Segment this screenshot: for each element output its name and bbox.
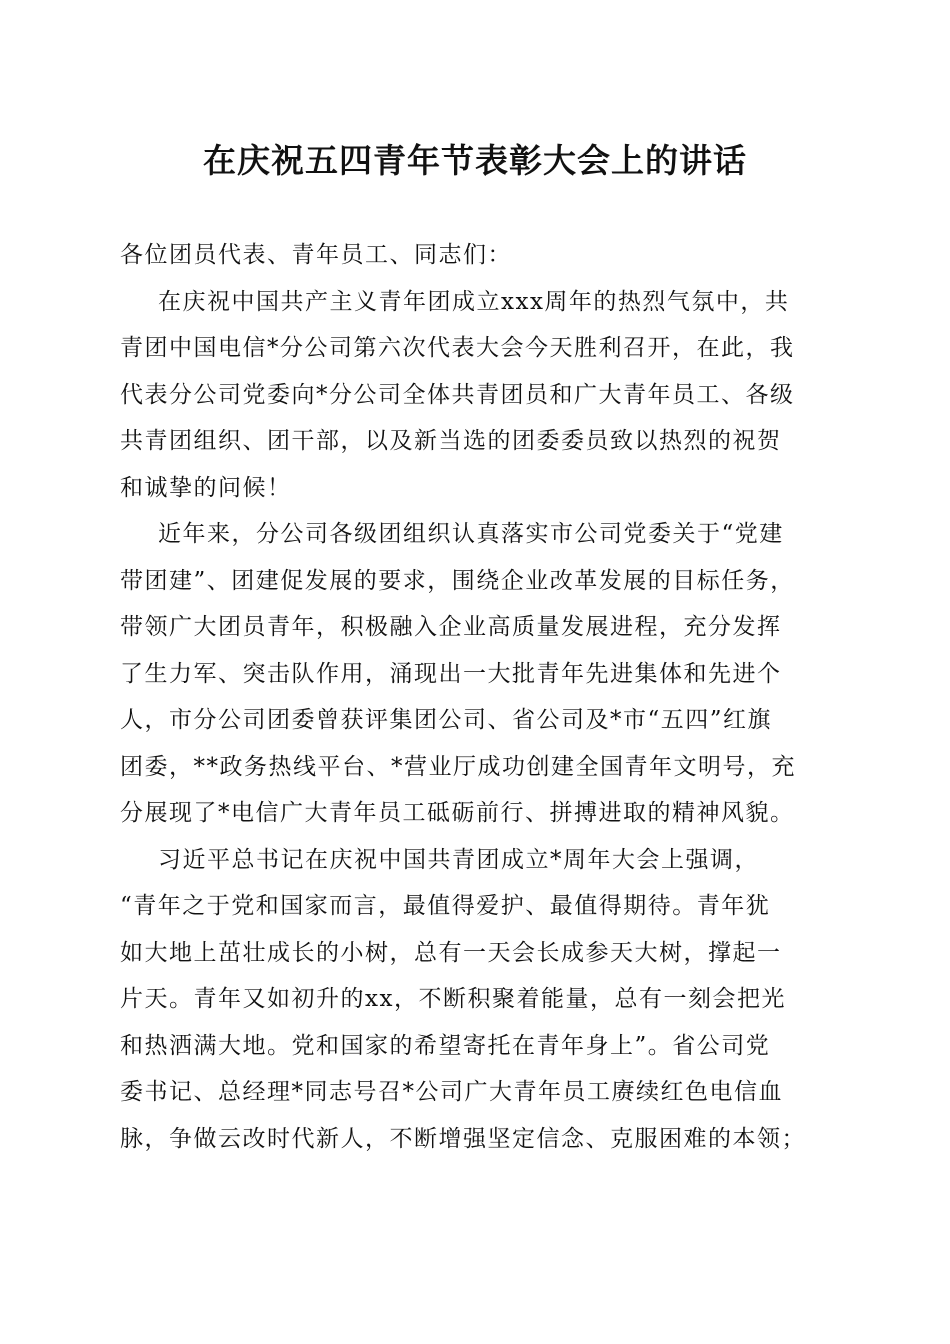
paragraph-line: 带领广大团员青年，积极融入企业高质量发展进程，充分发挥 [120,614,782,640]
paragraph-line: 和热洒满大地。党和国家的希望寄托在青年身上”。省公司党 [120,1032,771,1059]
paragraph-3 [120,837,832,1163]
paragraph-line: 分展现了*电信广大青年员工砥砺前行、拼搏进取的精神风貌。 [120,800,795,826]
paragraph-line: 脉，争做云改时代新人，不断增强坚定信念、克服困难的本领； [120,1125,806,1152]
document-title: 在庆祝五四青年节表彰大会上的讲话 [203,141,747,180]
paragraph-line: 如大地上茁壮成长的小树，总有一天会长成参天大树，撑起一 [120,939,782,966]
paragraph-line: 习近平总书记在庆祝中国共青团成立*周年大会上强调， [158,846,759,873]
paragraph-line: 代表分公司党委向*分公司全体共青团员和广大青年员工、各级 [120,381,795,408]
paragraph-line: “青年之于党和国家而言，最值得爱护、最值得期待。青年犹 [120,893,771,919]
paragraph-2 [120,511,832,837]
paragraph-line: 了生力军、突击队作用，涌现出一大批青年先进集体和先进个 [120,660,782,687]
salutation: 各位团员代表、青年员工、同志们： [120,242,512,268]
paragraph-line: 片天。青年又如初升的xx，不断积聚着能量，总有一刻会把光 [120,986,786,1012]
paragraph-1 [120,279,832,512]
paragraph-line: 青团中国电信*分公司第六次代表大会今天胜利召开，在此，我 [120,335,795,361]
paragraph-line: 共青团组织、团干部，以及新当选的团委委员致以热烈的祝贺 [120,428,782,454]
paragraph-line: 和诚挚的问候！ [120,474,292,501]
document-body [120,232,832,1162]
paragraph-line: 委书记、总经理*同志号召*公司广大青年员工赓续红色电信血 [120,1079,783,1105]
paragraph-line: 在庆祝中国共产主义青年团成立xxx周年的热烈气氛中，共 [158,288,790,315]
paragraph-line: 人，市分公司团委曾获评集团公司、省公司及*市“五四”红旗 [120,707,773,733]
paragraph-line: 带团建”、团建促发展的要求，围绕企业改革发展的目标任务， [120,567,795,594]
paragraph-line: 团委，**政务热线平台、*营业厅成功创建全国青年文明号，充 [120,753,796,780]
paragraph-line: 近年来，分公司各级团组织认真落实市公司党委关于“党建 [158,521,784,547]
